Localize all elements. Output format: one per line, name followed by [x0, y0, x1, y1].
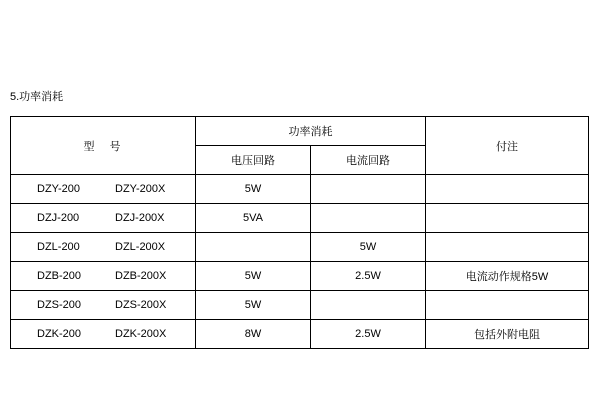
- cell-note: 电流动作规格5W: [426, 262, 589, 291]
- cell-current: 5W: [311, 233, 426, 262]
- header-voltage-circuit: 电压回路: [196, 146, 311, 175]
- cell-current: 2.5W: [311, 262, 426, 291]
- power-consumption-table-wrapper: [10, 116, 588, 349]
- cell-current: [311, 204, 426, 233]
- page-title: 5.功率消耗: [10, 91, 64, 103]
- table-row: [11, 175, 589, 204]
- cell-model-secondary: DZK-200X: [115, 328, 167, 340]
- header-note: 付注: [426, 117, 589, 175]
- cell-note: 包括外附电阻: [426, 320, 589, 349]
- cell-current: [311, 291, 426, 320]
- cell-model-secondary: DZB-200X: [115, 270, 167, 282]
- table-row: [11, 291, 589, 320]
- cell-note: [426, 233, 589, 262]
- table-row: [11, 233, 589, 262]
- cell-voltage: 8W: [196, 320, 311, 349]
- power-consumption-table: [10, 116, 589, 349]
- cell-model: [11, 204, 196, 233]
- table-header-row-1: [11, 117, 589, 146]
- header-power-consumption: 功率消耗: [196, 117, 426, 146]
- cell-note: [426, 175, 589, 204]
- cell-note: [426, 204, 589, 233]
- cell-model: [11, 320, 196, 349]
- cell-model-primary: DZL-200: [37, 241, 80, 253]
- header-current-circuit: 电流回路: [311, 146, 426, 175]
- cell-voltage: 5W: [196, 175, 311, 204]
- header-model: [11, 117, 196, 175]
- header-model-label: 型 号: [83, 140, 127, 153]
- cell-model: [11, 262, 196, 291]
- cell-model-secondary: DZJ-200X: [115, 212, 165, 224]
- cell-current: 2.5W: [311, 320, 426, 349]
- cell-voltage: 5VA: [196, 204, 311, 233]
- cell-model: [11, 233, 196, 262]
- cell-model-secondary: DZS-200X: [115, 299, 167, 311]
- table-body: [11, 175, 589, 349]
- table-header: [11, 117, 589, 175]
- cell-model-primary: DZS-200: [37, 299, 82, 311]
- table-row: [11, 320, 589, 349]
- table-row: [11, 262, 589, 291]
- cell-note: [426, 291, 589, 320]
- cell-model-primary: DZY-200: [37, 183, 81, 195]
- cell-model-secondary: DZL-200X: [115, 241, 166, 253]
- cell-current: [311, 175, 426, 204]
- cell-voltage: 5W: [196, 262, 311, 291]
- cell-model: [11, 175, 196, 204]
- table-row: [11, 204, 589, 233]
- cell-voltage: [196, 233, 311, 262]
- cell-model-secondary: DZY-200X: [115, 183, 166, 195]
- cell-model-primary: DZK-200: [37, 328, 82, 340]
- cell-model: [11, 291, 196, 320]
- cell-voltage: 5W: [196, 291, 311, 320]
- cell-model-primary: DZJ-200: [37, 212, 80, 224]
- cell-model-primary: DZB-200: [37, 270, 82, 282]
